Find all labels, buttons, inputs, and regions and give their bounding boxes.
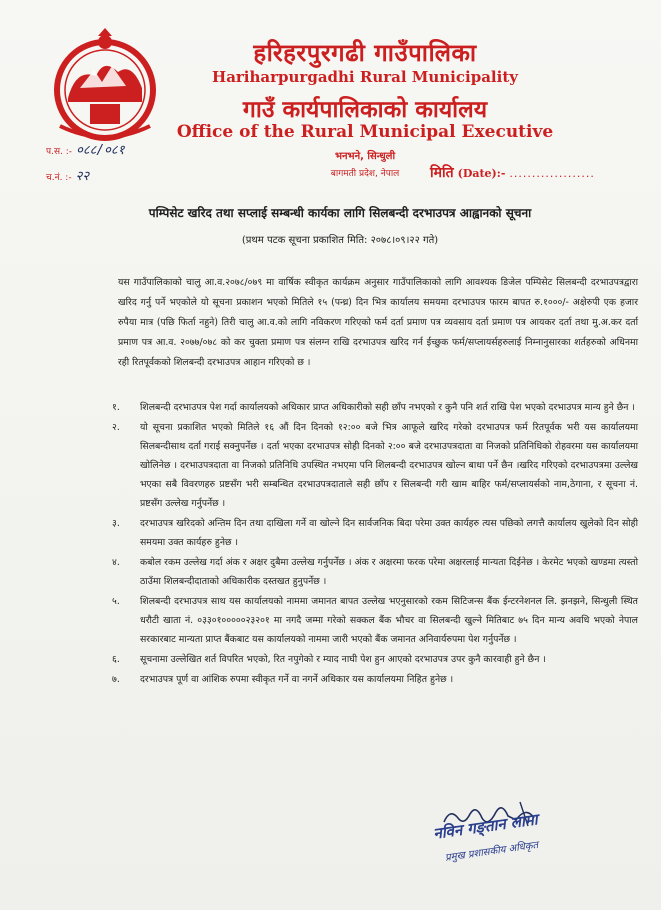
condition-item bbox=[112, 418, 638, 513]
condition-text: शिलबन्दी दरभाउपत्र पेश गर्दा कार्यालयको अधिकार प्राप्त अधिकारीको सही छाँप नभएको र कुनै पनि शर्त राखि पेश भएको दरभाउपत्र मान्य हुने छैन । bbox=[140, 402, 635, 413]
date-field bbox=[430, 162, 595, 182]
date-label-nepali: मिति bbox=[430, 165, 454, 181]
condition-item bbox=[112, 670, 638, 689]
condition-number: ७. bbox=[112, 674, 120, 685]
condition-number: ३. bbox=[112, 518, 120, 529]
municipality-name-nepali: हरिहरपुरगढी गाउँपालिका bbox=[253, 39, 477, 67]
condition-number: ६. bbox=[112, 654, 120, 665]
office-address: भनभने, सिन्धुली bbox=[334, 151, 396, 162]
municipality-name-english: Hariharpurgadhi Rural Municipality bbox=[212, 68, 518, 86]
officer-name-stamp: नविन गङ्तान लामा bbox=[432, 810, 539, 843]
letterhead bbox=[0, 0, 661, 190]
condition-number: ४. bbox=[112, 557, 120, 568]
condition-item bbox=[112, 553, 638, 591]
condition-number: २. bbox=[112, 422, 120, 433]
letter-ref-ps bbox=[46, 140, 124, 158]
condition-text: दरभाउपत्र खरिदको अन्तिम दिन तथा दाखिला गर्ने वा खोल्ने दिन सार्वजनिक बिदा परेमा उक्त कार्यहरु त्यस पछिको लगत्तै कार्यालय खुलेको दिन सोही समयमा उक्त कार्यहरु हुनेछ । bbox=[140, 518, 638, 548]
office-province: बागमती प्रदेश, नेपाल bbox=[330, 169, 400, 179]
condition-number: ५. bbox=[112, 596, 120, 607]
condition-item bbox=[112, 514, 638, 552]
condition-text: कबोल रकम उल्लेख गर्दा अंक र अक्षर दुबैमा उल्लेख गर्नुपर्नेछ । अंक र अक्षरमा फरक परेमा अक्षरलाई मान्यता दिईनेछ । केरमेट भएको खण्डमा त्यस्तो ठाउँमा शिलबन्दीदाताको अधिकारीक दस्तखत हुनुपर्नेछ । bbox=[140, 557, 638, 587]
letter-ref-chn bbox=[46, 166, 89, 184]
condition-number: १. bbox=[112, 402, 120, 413]
office-name-nepali: गाउँ कार्यपालिकाको कार्यालय bbox=[242, 97, 488, 123]
conditions-list bbox=[112, 398, 638, 690]
condition-item bbox=[112, 650, 638, 669]
condition-text: यो सूचना प्रकाशित भएको मितिले १६ औं दिन दिनको १२:०० बजे भित्र आफूले खरिद गरेको दरभाउपत्र फर्म रितपूर्वक भरी यस कार्यालयमा सिलबन्दीसाथ दर्ता गराई सक्नुपर्नेछ । दर्ता भएका दरभाउपत्र सोही दिनको २:०० बजे दरभाउपत्रदाता वा निजको प्रतिनिधिको रोहवरमा यस कार्यालयमा खोलिनेछ । दरभाउपत्रदाता वा निजको प्रतिनिधि उपस्थित नभएमा पनि शिलबन्दी दरभाउपत्र खोल्न बाधा पर्ने छैन ।खरिद गरिएको दरभाउपत्रमा उल्लेख भएका सबै विवरणहरु प्रष्टसँग भरी सम्बन्धित दरभाउपत्रदाताले सही छाँप र सिलबन्दी गरी खाम बाहिर फर्म/सप्लायर्सको नाम,ठेगाना, र सूचना नं. प्रष्टसँग उल्लेख गर्नुपर्नेछ । bbox=[140, 422, 638, 509]
notice-title: पम्पिसेट खरिद तथा सप्लाई सम्बन्धी कार्यका लागि सिलबन्दी दरभाउपत्र आह्वानको सूचना bbox=[148, 206, 532, 220]
condition-text: दरभाउपत्र पूर्ण वा आंशिक रुपमा स्वीकृत गर्ने वा नगर्ने अधिकार यस कार्यालयमा निहित हुनेछ । bbox=[140, 674, 454, 685]
condition-item bbox=[112, 592, 638, 649]
date-label-english: (Date):- bbox=[457, 167, 506, 180]
ref-chn-value: २२ bbox=[75, 169, 90, 184]
ref-ps-label: प.स. :- bbox=[46, 147, 73, 157]
ref-ps-value: ०८८/०८१ bbox=[76, 143, 125, 158]
condition-item bbox=[112, 398, 638, 417]
condition-text: सूचनामा उल्लेखित शर्त विपरित भएको, रित नपुगेको र म्याद नाघी पेश हुन आएको दरभाउपत्र उपर कुनै कारवाही हुने छैन । bbox=[140, 654, 546, 665]
condition-text: शिलबन्दी दरभाउपत्र साथ यस कार्यालयको नाममा जमानत बापत उल्लेख भएनुसारको रकम सिटिजन्स बैंक ईन्टरनेशनल लि. झनझने, सिन्धुली स्थित धरौटी खाता नं. ०३३०१०००००२३२०१ मा नगदै जम्मा गरेको सक्कल बैंक भौचर वा सिलबन्दी खुल्ने मितिबाट ७५ दिन मान्य अवधि भएको नेपाल सरकारबाट मान्यता प्राप्त बैंकबाट यस कार्यालयको नाममा जारी भएको बैंक जमानत अनिवार्यरुपमा पेश गर्नुपर्नेछ । bbox=[140, 596, 638, 645]
office-name-english: Office of the Rural Municipal Executive bbox=[176, 122, 554, 142]
notice-intro-paragraph: यस गाउँपालिकाको चालु आ.व.२०७८/०७९ मा वार्षिक स्वीकृत कार्यक्रम अनुसार गाउँपालिकाको लागि आवश्यक डिजेल पम्पिसेट सिलबन्दी दरभाउपत्रद्वारा खरिद गर्नु पर्ने भएकोले यो सूचना प्रकाशन भएको मितिले १५ (पन्ध्र) दिन भित्र कार्यालय समयमा दरभाउपत्र फारम बापत रु.१०००/- अक्षेरुपी एक हजार रुपैया मात्र (पछि फिर्ता नहुने) तिरी चालु आ.व.को लागि नविकरण गरिएको फर्म दर्ता प्रमाण पत्र व्यवसाय दर्ता प्रमाण पत्र आयकर दर्ता तथा मु.अ.कर दर्ता प्रमाण पत्र आ.व. २०७७/०७८ को कर चुक्ता प्रमाण पत्र संलग्न राखि दरभाउपत्र खरिद गर्न ईच्छुक फर्म/सप्लायर्सहरुलाई निम्नानुसारका शर्तहरुको अधिनमा रही रितपूर्वकको शिलबन्दी दरभाउपत्र आहान गरिएको छ । bbox=[118, 277, 638, 369]
date-blank: ................... bbox=[509, 167, 595, 180]
officer-signature-block bbox=[420, 790, 580, 900]
ref-chn-label: च.नं. :- bbox=[46, 173, 72, 183]
notice-subtitle: (प्रथम पटक सूचना प्रकाशित मिति: २०७८।०९।२२ गते) bbox=[241, 235, 439, 246]
officer-designation-stamp: प्रमुख प्रशासकीय अधिकृत bbox=[444, 839, 539, 864]
